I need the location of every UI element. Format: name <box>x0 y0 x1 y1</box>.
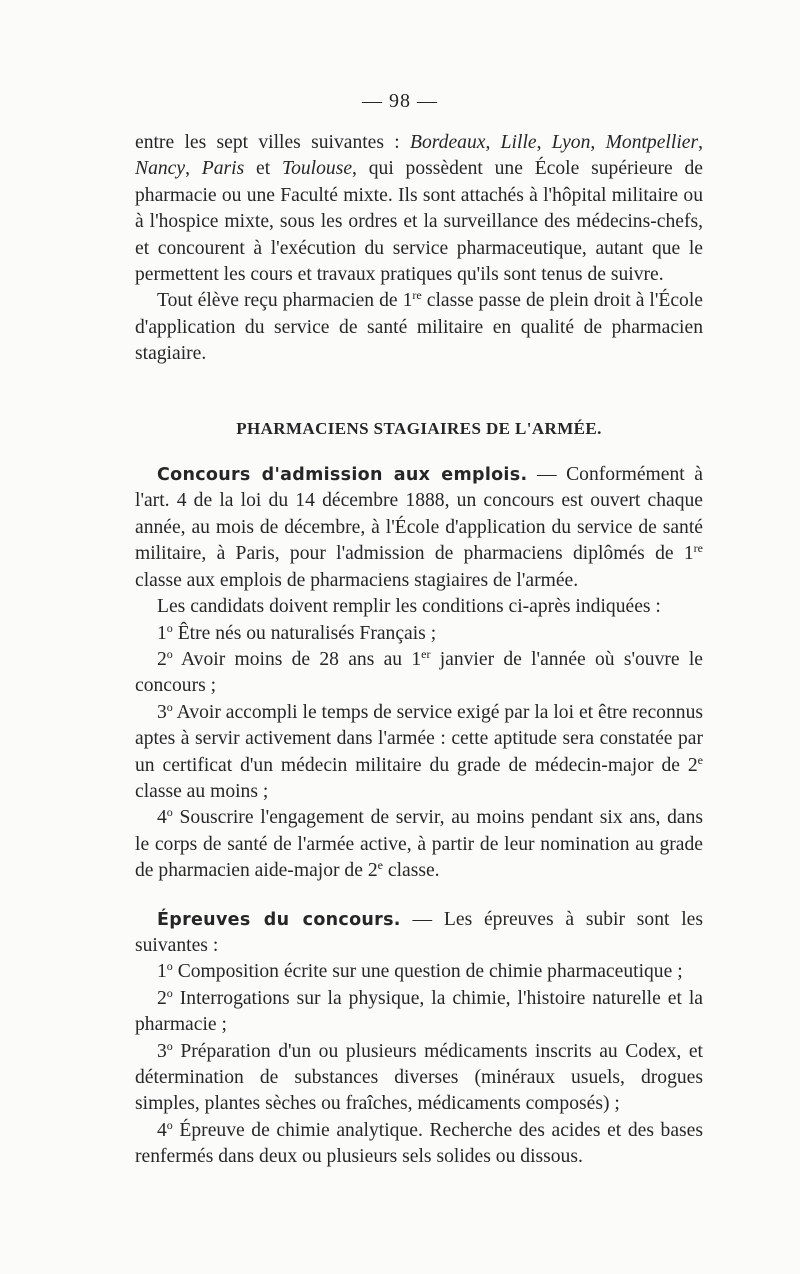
page-number: — 98 — <box>362 90 438 112</box>
intro-paragraph-2: Tout élève reçu pharmacien de 1re classe passe de plein droit à l'École d'application du service de santé militaire en qualité de pharmacien stagiaire. <box>135 288 703 365</box>
intro-rest: , qui possèdent une École supérieure de pharmacie ou une Faculté mixte. Ils sont attachés à l'hôpital militaire ou à l'hospice mixte, sous les ordres et la surveillance des médecins-chefs, et concourent à l'exécution du service pharmaceutique, autant que le permettent les cours et travaux pratiques qu'ils sont tenus de suivre. <box>135 158 704 286</box>
exams-paragraph: Épreuves du concours. — Les épreuves à subir sont les suivantes : <box>135 908 703 956</box>
page-body <box>135 130 703 1171</box>
section-heading: PHARMACIENS STAGIAIRES DE L'ARMÉE. <box>236 418 602 438</box>
intro-lead: entre les sept villes suivantes : <box>135 132 411 153</box>
condition-2: 2$^o$ Avoir moins de 28 ans au 1er janvier de l'année où s'ouvre le concours ; <box>135 646 703 697</box>
condition-4: 4$^o$ Souscrire l'engagement de servir, au moins pendant six ans, dans le corps de santé de l'armée active, à partir de leur nomination au grade de pharmacien aide-major de 2e classe. <box>135 805 703 882</box>
city-lille: Lille <box>500 132 537 153</box>
admission-title: Concours d'admission aux emplois. <box>157 465 528 486</box>
condition-1: 1$^o$ Être nés ou naturalisés Français ; <box>157 620 437 644</box>
city-lyon: Lyon <box>551 132 591 153</box>
city-bordeaux: Bordeaux <box>410 132 486 153</box>
exam-1: 1$^o$ Composition écrite sur une question de chimie pharmaceutique ; <box>157 959 683 983</box>
conditions-intro: Les candidats doivent remplir les conditions ci-après indiquées : <box>157 596 661 618</box>
exam-2: 2$^o$ Interrogations sur la physique, la chimie, l'histoire naturelle et la pharmacie ; <box>135 985 703 1036</box>
city-montpellier: Montpellier <box>605 132 699 153</box>
exam-3: 3$^o$ Préparation d'un ou plusieurs médicaments inscrits au Codex, et détermination de substances diverses (minéraux usuels, drogues simples, plantes sèches ou fraîches, médicaments composés) ; <box>135 1038 703 1115</box>
admission-paragraph: Concours d'admission aux emplois. — Conformément à l'art. 4 de la loi du 14 décembre 1888, un concours est ouvert chaque année, au mois de décembre, à l'École d'application du service de santé militaire, à Paris, pour l'admission de pharmaciens diplômés de 1re classe aux emplois de pharmaciens stagiaires de l'armée. <box>135 464 703 591</box>
condition-3: 3$^o$ Avoir accompli le temps de service exigé par la loi et être reconnus aptes à servir activement dans l'armée : cette aptitude sera constatée par un certificat d'un médecin militaire du grade de médecin-major de 2e classe au moins ; <box>135 699 703 802</box>
intro-paragraph-1: entre les sept villes suivantes : Bordeaux, Lille, Lyon, Montpellier, Nancy, Paris et Toulouse, qui possèdent une École supérieure de pharmacie ou une Faculté mixte. Ils sont attachés à l'hôpital militaire ou à l'hospice mixte, sous les ordres et la surveillance des médecins-chefs, et concourent à l'exécution du service pharmaceutique, autant que le permettent les cours et travaux pratiques qu'ils sont tenus de suivre. <box>135 132 704 286</box>
exam-4: 4$^o$ Épreuve de chimie analytique. Recherche des acides et des bases renfermés dans deux ou plusieurs sels solides ou dissous. <box>135 1117 703 1168</box>
city-nancy: Nancy <box>135 158 186 180</box>
city-toulouse: Toulouse <box>281 158 353 180</box>
exams-title: Épreuves du concours. <box>157 909 401 930</box>
city-paris: Paris <box>201 158 245 180</box>
